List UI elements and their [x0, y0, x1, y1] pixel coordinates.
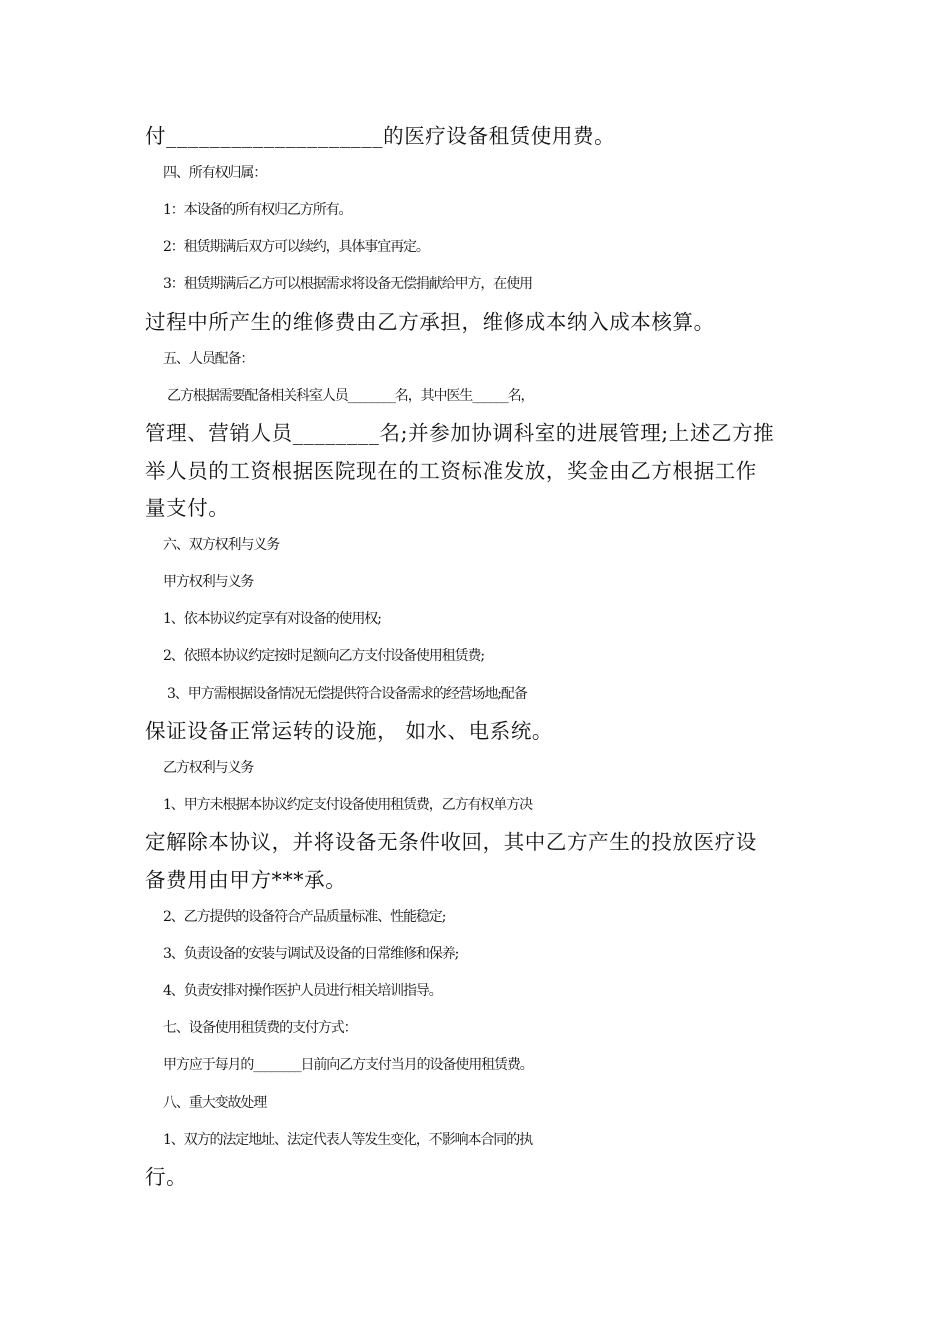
- clause-major-changes-1-cont: 行。: [145, 1165, 188, 1189]
- clause-party-b-1: 1、甲方未根据本协议约定支付设备使用租赁费，乙方有权单方决: [163, 797, 533, 813]
- paragraph-staffing-cont-2: 举人员的工资根据医院现在的工资标准发放，奖金由乙方根据工作: [145, 459, 757, 483]
- clause-party-b-2: 2、乙方提供的设备符合产品质量标准、性能稳定;: [163, 909, 446, 925]
- section-heading-staffing: 五、人员配备：: [163, 351, 254, 367]
- clause-party-b-1-cont-1: 定解除本协议，并将设备无条件收回，其中乙方产生的投放医疗设: [145, 830, 757, 854]
- text-line-payment-fee: 付____________________的医疗设备租赁使用费。: [145, 124, 616, 148]
- subheading-party-a: 甲方权利与义务: [163, 574, 254, 590]
- clause-ownership-1: 1：本设备的所有权归乙方所有。: [163, 202, 352, 218]
- clause-party-b-3: 3、负责设备的安装与调试及设备的日常维修和保养;: [163, 946, 459, 962]
- section-heading-payment: 七、设备使用租赁费的支付方式：: [163, 1020, 357, 1036]
- clause-party-a-2: 2、依照本协议约定按时足额向乙方支付设备使用租赁费;: [163, 648, 485, 664]
- clause-party-a-3-cont: 保证设备正常运转的设施， 如水、电系统。: [145, 719, 554, 743]
- clause-party-a-3: 3、甲方需根据设备情况无偿提供符合设备需求的经营场地;配备: [167, 686, 527, 702]
- paragraph-payment: 甲方应于每月的________日前向乙方支付当月的设备使用租赁费。: [163, 1057, 533, 1073]
- clause-ownership-2: 2：租赁期满后双方可以续约，具体事宜再定。: [163, 239, 429, 255]
- paragraph-staffing-cont-1: 管理、营销人员________名;并参加协调科室的进展管理;上述乙方推: [145, 421, 775, 445]
- clause-ownership-3-cont: 过程中所产生的维修费由乙方承担，维修成本纳入成本核算。: [145, 310, 715, 334]
- section-heading-rights: 六、双方权利与义务: [163, 537, 280, 553]
- clause-party-b-4: 4、负责安排对操作医护人员进行相关培训指导。: [163, 983, 442, 999]
- section-heading-ownership: 四、所有权归属：: [163, 165, 267, 181]
- clause-party-a-1: 1、依本协议约定享有对设备的使用权;: [163, 611, 381, 627]
- clause-party-b-1-cont-2: 备费用由甲方***承。: [145, 868, 347, 892]
- subheading-party-b: 乙方权利与义务: [163, 760, 254, 776]
- section-heading-major-changes: 八、重大变故处理: [163, 1095, 267, 1111]
- paragraph-staffing: 乙方根据需要配备相关科室人员________名，其中医生______名，: [167, 388, 534, 404]
- paragraph-staffing-cont-3: 量支付。: [145, 496, 230, 520]
- clause-ownership-3: 3：租赁期满后乙方可以根据需求将设备无偿捐献给甲方，在使用: [163, 276, 533, 292]
- clause-major-changes-1: 1、双方的法定地址、法定代表人等发生变化，不影响本合同的执: [163, 1132, 533, 1148]
